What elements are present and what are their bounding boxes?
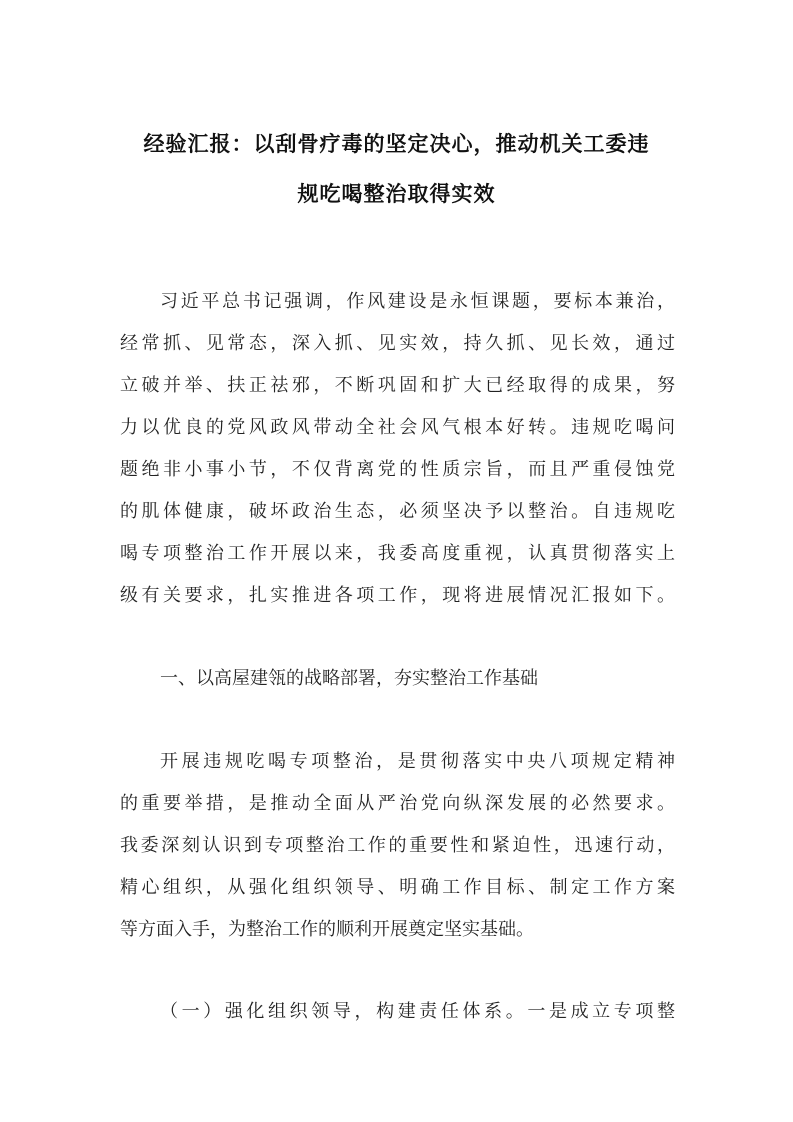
paragraph-line: 习近平总书记强调，作风建设是永恒课题，要标本兼治，	[160, 291, 675, 312]
paragraph-line: 的肌体健康，破坏政治生态，必须坚决予以整治。自违规吃	[120, 501, 675, 522]
paragraph-line: 经常抓、见常态，深入抓、见实效，持久抓、见长效，通过	[120, 333, 675, 354]
paragraph-line: 的重要举措，是推动全面从严治党向纵深发展的必然要求。	[120, 793, 675, 814]
paragraph-line: 开展违规吃喝专项整治，是贯彻落实中央八项规定精神	[160, 751, 675, 772]
paragraph-line: 喝专项整治工作开展以来，我委高度重视，认真贯彻落实上	[120, 543, 675, 564]
paragraph-line: 精心组织，从强化组织领导、明确工作目标、制定工作方案	[120, 877, 675, 898]
paragraph-line: 立破并举、扶正祛邪，不断巩固和扩大已经取得的成果，努	[120, 375, 675, 396]
paragraph-line: 力以优良的党风政风带动全社会风气根本好转。违规吃喝问	[120, 417, 675, 438]
paragraph-line: 级有关要求，扎实推进各项工作，现将进展情况汇报如下。	[120, 585, 675, 606]
document-title-line-1: 经验汇报：以刮骨疗毒的坚定决心，推动机关工委违	[143, 132, 650, 156]
paragraph-line: 等方面入手，为整治工作的顺利开展奠定坚实基础。	[120, 919, 534, 940]
paragraph-line: 我委深刻认识到专项整治工作的重要性和紧迫性，迅速行动，	[120, 835, 675, 856]
subsection-heading: （一）强化组织领导，构建责任体系。一是成立专项整	[160, 1001, 675, 1022]
section-heading: 一、以高屋建瓴的战略部署，夯实整治工作基础	[160, 668, 538, 689]
document-title-line-2: 规吃喝整治取得实效	[297, 182, 496, 206]
paragraph-line: 题绝非小事小节，不仅背离党的性质宗旨，而且严重侵蚀党	[120, 459, 675, 480]
